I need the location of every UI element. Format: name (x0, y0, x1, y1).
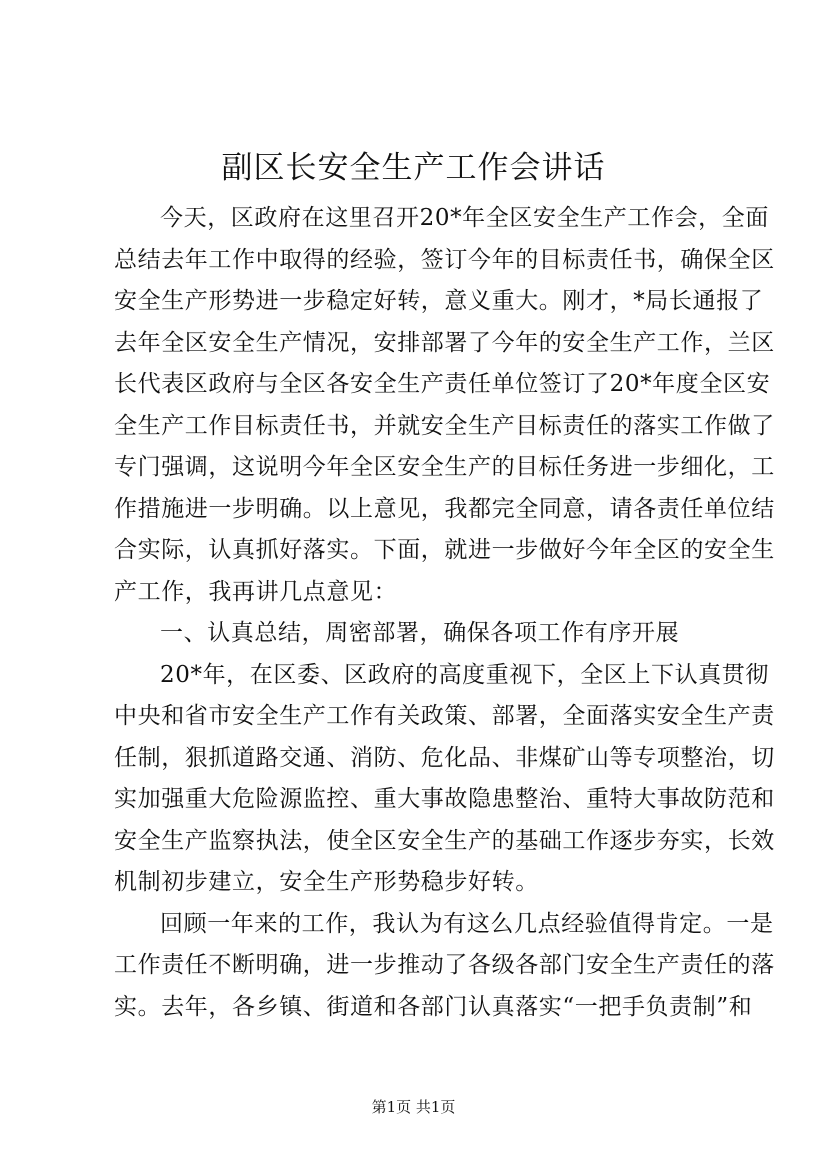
paragraph-line: 中央和省市安全生产工作有关政策、部署，全面落实安全生产责 (114, 703, 775, 729)
paragraph-line: 长代表区政府与全区各安全生产责任单位签订了20*年度全区安 (114, 371, 771, 397)
paragraph-line: 安全生产监察执法，使全区安全生产的基础工作逐步夯实，长效 (114, 827, 775, 854)
paragraph-line: 安全生产形势进一步稳定好转，意义重大。刚才，*局长通报了 (114, 288, 764, 314)
paragraph-line: 实加强重大危险源监控、重大事故隐患整治、重特大事故防范和 (114, 786, 775, 812)
paragraph-line: 合实际，认真抓好落实。下面，就进一步做好今年全区的安全生 (114, 537, 775, 563)
paragraph-line: 总结去年工作中取得的经验，签订今年的目标责任书，确保全区 (114, 246, 775, 273)
paragraph-line: 今天，区政府在这里召开20*年全区安全生产工作会，全面 (160, 205, 769, 231)
paragraph-line: 实。去年，各乡镇、街道和各部门认真落实“一把手负责制”和 (114, 993, 753, 1020)
paragraph-line: 作措施进一步明确。以上意见，我都完全同意，请各责任单位结 (114, 495, 775, 522)
section-heading: 一、认真总结，周密部署，确保各项工作有序开展 (160, 620, 680, 646)
paragraph-line: 回顾一年来的工作，我认为有这么几点经验值得肯定。一是 (160, 910, 774, 937)
page-footer: 第1页 共1页 (371, 1098, 456, 1116)
paragraph-line: 任制，狠抓道路交通、消防、危化品、非煤矿山等专项整治，切 (114, 744, 775, 771)
document-body (114, 198, 775, 1028)
paragraph-line: 全生产工作目标责任书，并就安全生产目标责任的落实工作做了 (114, 412, 775, 439)
paragraph-line: 专门强调，这说明今年全区安全生产的目标任务进一步细化，工 (114, 454, 775, 480)
document-title: 副区长安全生产工作会讲话 (221, 150, 606, 186)
paragraph-line: 产工作，我再讲几点意见： (114, 578, 398, 605)
paragraph-line: 工作责任不断明确，进一步推动了各级各部门安全生产责任的落 (114, 952, 775, 978)
paragraph-line: 20*年，在区委、区政府的高度重视下，全区上下认真贯彻 (160, 661, 769, 688)
paragraph-line: 去年全区安全生产情况，安排部署了今年的安全生产工作，兰区 (114, 329, 775, 356)
paragraph-line: 机制初步建立，安全生产形势稳步好转。 (114, 869, 539, 895)
